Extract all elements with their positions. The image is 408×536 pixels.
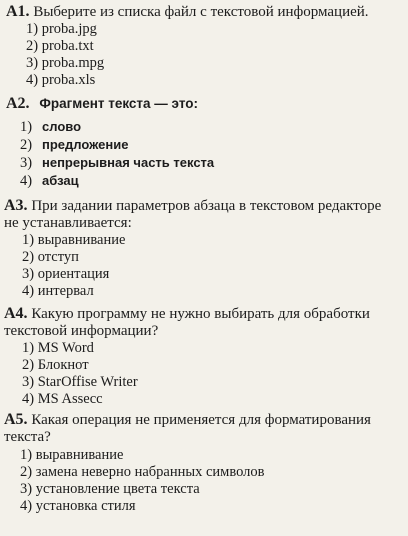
question-text-continuation: текста?	[4, 429, 51, 445]
question-a5-text-line	[0, 412, 408, 428]
answer-option: 2) отступ	[22, 249, 79, 265]
question-a3	[0, 198, 408, 300]
answer-option: 4) абзац	[20, 173, 79, 189]
question-number: A2.	[6, 95, 30, 112]
question-text: Какую программу не нужно выбирать для обработки	[31, 306, 370, 322]
question-a2-text-line	[0, 96, 408, 112]
question-number: A5.	[4, 411, 28, 428]
answer-option: 1) слово	[20, 119, 82, 135]
answer-option: 2) proba.txt	[26, 38, 94, 54]
answer-option: 3) StarOffise Writer	[22, 374, 138, 390]
question-text-continuation: не устанавливается:	[4, 215, 132, 231]
answer-option: 3) установление цвета текста	[20, 481, 200, 497]
question-text: Выберите из списка файл с текстовой информацией.	[33, 4, 369, 20]
answer-option: 2) предложение	[20, 137, 129, 153]
question-number: A3.	[4, 197, 28, 214]
answer-option: 1) proba.jpg	[26, 21, 97, 37]
answer-option: 2) замена неверно набранных символов	[20, 464, 265, 480]
answer-option: 4) proba.xls	[26, 72, 96, 88]
answer-option: 4) установка стиля	[20, 498, 136, 514]
answer-option: 1) выравнивание	[22, 232, 126, 248]
question-number: A1.	[6, 3, 30, 20]
question-a4	[0, 306, 408, 408]
question-a5	[0, 412, 408, 515]
question-text-continuation: текстовой информации?	[4, 323, 159, 339]
answer-option: 3) непрерывная часть текста	[20, 155, 215, 171]
question-number: A4.	[4, 305, 28, 322]
question-a1	[0, 4, 408, 89]
question-text: Какая операция не применяется для форматирования	[31, 412, 371, 428]
question-text: Фрагмент текста — это:	[39, 96, 199, 111]
answer-option: 4) MS Assecc	[22, 391, 103, 407]
answer-option: 3) ориентация	[22, 266, 110, 282]
question-text: При задании параметров абзаца в текстовом редакторе	[31, 198, 382, 214]
question-a1-text-line	[0, 4, 408, 20]
answer-option: 1) MS Word	[22, 340, 94, 356]
answer-option: 4) интервал	[22, 283, 94, 299]
answer-option: 2) Блокнот	[22, 357, 89, 373]
answer-option: 1) выравнивание	[20, 447, 124, 463]
answer-option: 3) proba.mpg	[26, 55, 105, 71]
question-a3-text-line	[0, 198, 408, 214]
question-a2	[0, 96, 408, 190]
question-a4-text-line	[0, 306, 408, 322]
